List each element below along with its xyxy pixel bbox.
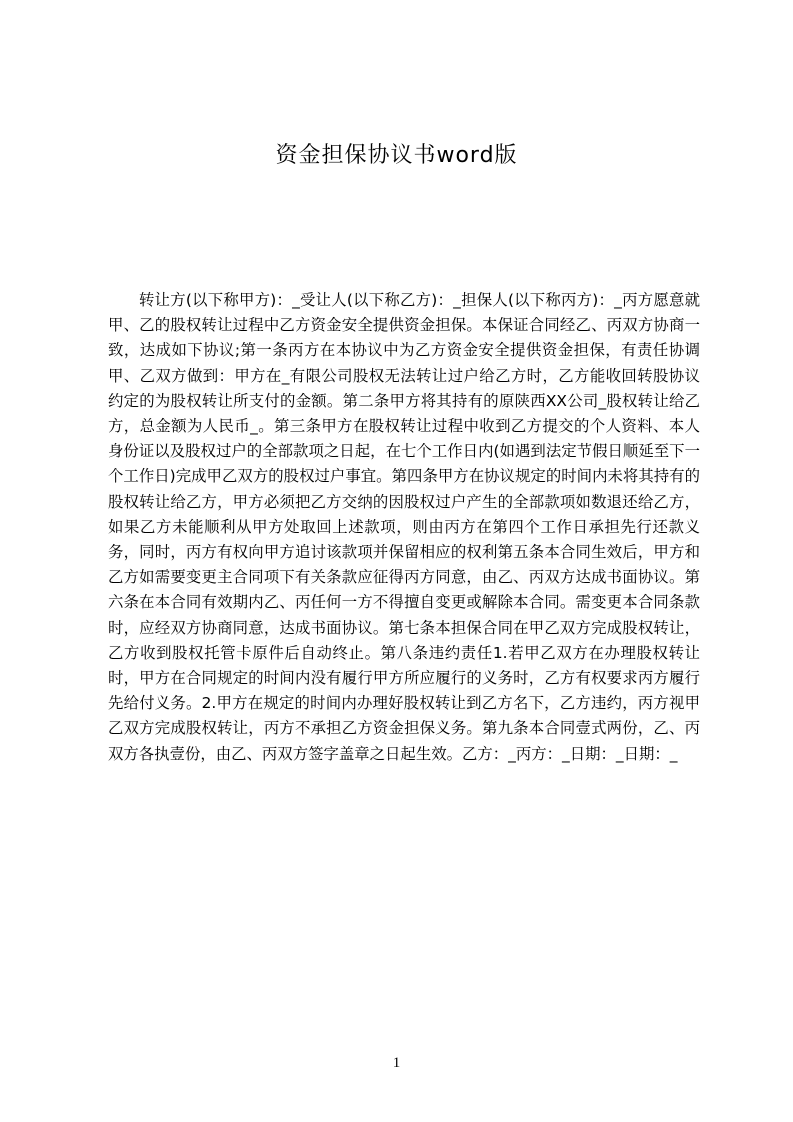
document-title: 资金担保协议书word版 xyxy=(275,143,518,168)
agreement-body-text: 转让方(以下称甲方)：_受让人(以下称乙方)：_担保人(以下称丙方)：_丙方愿意就甲、乙的股权转让过程中乙方资金安全提供资金担保。本保证合同经乙、丙双方协商一致，达成如下协议;第一条丙方在本协议中为乙方资金安全提供资金担保，有责任协调甲、乙双方做到：甲方在_有限公司股权无法转让过户给乙方时，乙方能收回转股协议约定的为股权转让所支付的金额。第二条甲方将其持有的原陕西XX公司_股权转让给乙方，总金额为人民币_。第三条甲方在股权转让过程中收到乙方提交的个人资料、本人身份证以及股权过户的全部款项之日起，在七个工作日内(如遇到法定节假日顺延至下一个工作日)完成甲乙双方的股权过户事宜。第四条甲方在协议规定的时间内未将其持有的股权转让给乙方，甲方必须把乙方交纳的因股权过户产生的全部款项如数退还给乙方，如果乙方未能顺利从甲方处取回上述款项，则由丙方在第四个工作日承担先行还款义务，同时，丙方有权向甲方追讨该款项并保留相应的权利第五条本合同生效后，甲方和乙方如需要变更主合同项下有关条款应征得丙方同意，由乙、丙双方达成书面协议。第六条在本合同有效期内乙、丙任何一方不得擅自变更或解除本合同。需变更本合同条款时，应经双方协商同意，达成书面协议。第七条本担保合同在甲乙双方完成股权转让，乙方收到股权托管卡原件后自动终止。第八条违约责任1.若甲乙双方在办理股权转让时，甲方在合同规定的时间内没有履行甲方所应履行的义务时，乙方有权要求丙方履行先给付义务。2.甲方在规定的时间内办理好股权转让到乙方名下，乙方违约，丙方视甲乙双方完成股权转让，丙方不承担乙方资金担保义务。第九条本合同壹式两份，乙、丙双方各执壹份，由乙、丙双方签字盖章之日起生效。乙方：_丙方：_日期：_日期：_ xyxy=(108,291,700,763)
page-number: 1 xyxy=(392,1055,401,1071)
